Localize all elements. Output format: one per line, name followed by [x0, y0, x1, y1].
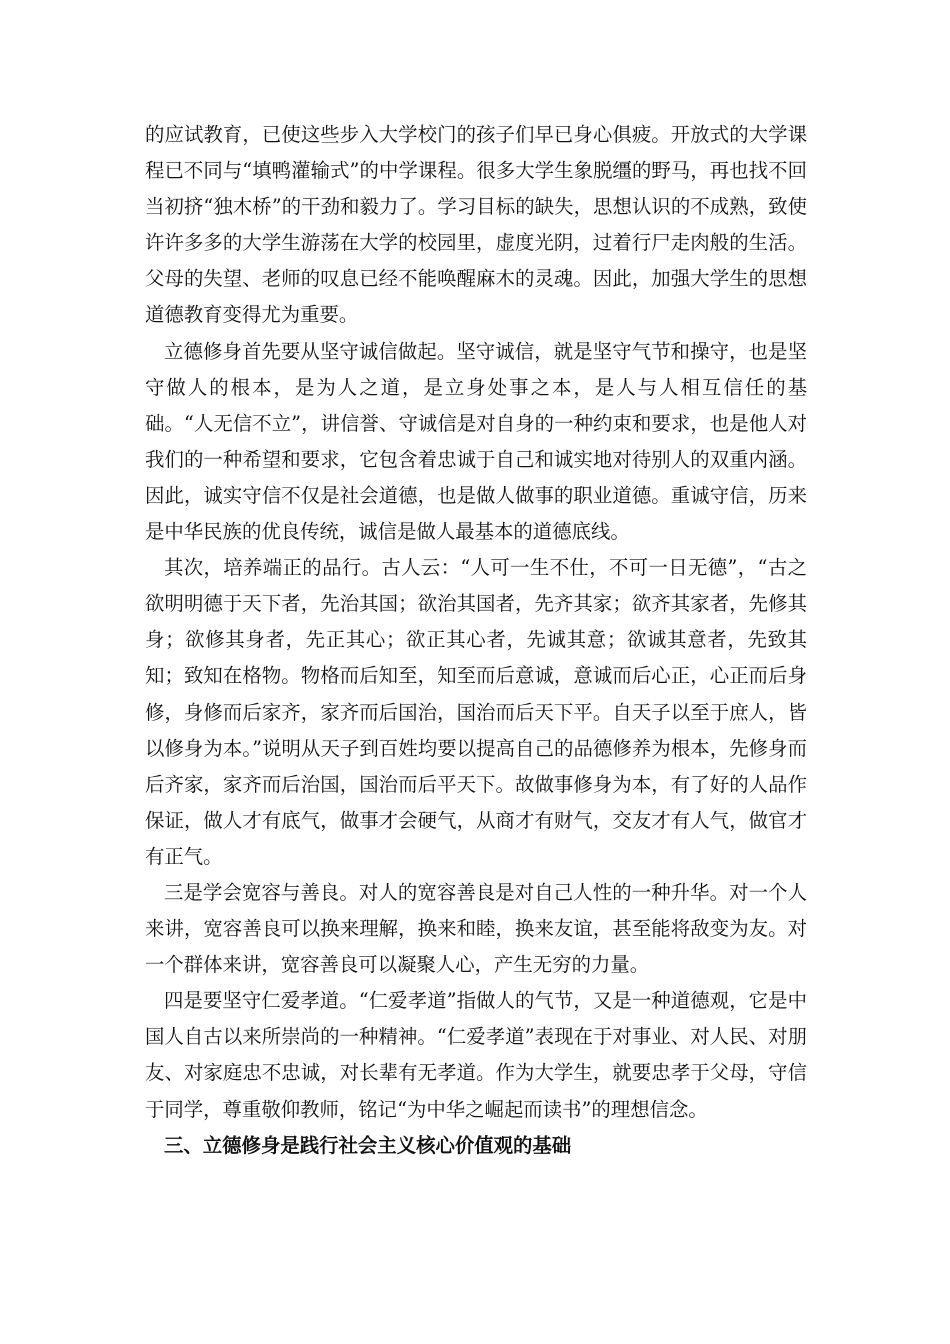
- paragraph-tolerance: 三是学会宽容与善良。对人的宽容善良是对自己人性的一种升华。对一个人来讲，宽容善良可以换来理解，换来和睦，换来友谊，甚至能将敌变为友。对一个群体来讲，宽容善良可以凝聚人心，产生无穷的力量。: [145, 880, 807, 977]
- paragraph-integrity: 立德修身首先要从坚守诚信做起。坚守诚信，就是坚守气节和操守，也是坚守做人的根本，是为人之道，是立身处事之本，是人与人相互信任的基础。“人无信不立”，讲信誉、守诚信是对自身的一种约束和要求，也是他人对我们的一种希望和要求，它包含着忠诚于自己和诚实地对待别人的双重内涵。因此，诚实守信不仅是社会道德，也是做人做事的职业道德。重诚守信，历来是中华民族的优良传统，诚信是做人最基本的道德底线。: [145, 339, 807, 544]
- paragraph-continuation: 的应试教育，已使这些步入大学校门的孩子们早已身心俱疲。开放式的大学课程已不同与“填鸭灌输式”的中学课程。很多大学生象脱缰的野马，再也找不回当初挤“独木桥”的干劲和毅力了。学习目标的缺失，思想认识的不成熟，致使许许多多的大学生游荡在大学的校园里，虚度光阴，过着行尸走肉般的生活。父母的失望、老师的叹息已经不能唤醒麻木的灵魂。因此，加强大学生的思想道德教育变得尤为重要。: [145, 123, 807, 327]
- paragraph-filial-piety: 四是要坚守仁爱孝道。“仁爱孝道”指做人的气节，又是一种道德观，它是中国人自古以来所崇尚的一种精神。“仁爱孝道”表现在于对事业、对人民、对朋友、对家庭忠不忠诚，对长辈有无孝道。作为大学生，就要忠孝于父母，守信于同学，尊重敬仰教师，铭记“为中华之崛起而读书”的理想信念。: [145, 989, 807, 1121]
- section-heading: 三、立德修身是践行社会主义核心价值观的基础: [164, 1133, 572, 1157]
- paragraph-conduct: 其次，培养端正的品行。古人云：“人可一生不仕，不可一日无德”，“古之欲明明德于天下者，先治其国；欲治其国者，先齐其家；欲齐其家者，先修其身；欲修其身者，先正其心；欲正其心者，先诚其意；欲诚其意者，先致其知；致知在格物。物格而后知至，知至而后意诚，意诚而后心正，心正而后身修，身修而后家齐，家齐而后国治，国治而后天下平。自天子以至于庶人，皆以修身为本。”说明从天子到百姓均要以提高自己的品德修养为根本，先修身而后齐家，家齐而后治国，国治而后平天下。故做事修身为本，有了好的人品作保证，做人才有底气，做事才会硬气，从商才有财气，交友才有人气，做官才有正气。: [145, 556, 807, 868]
- document-body: [145, 117, 807, 1164]
